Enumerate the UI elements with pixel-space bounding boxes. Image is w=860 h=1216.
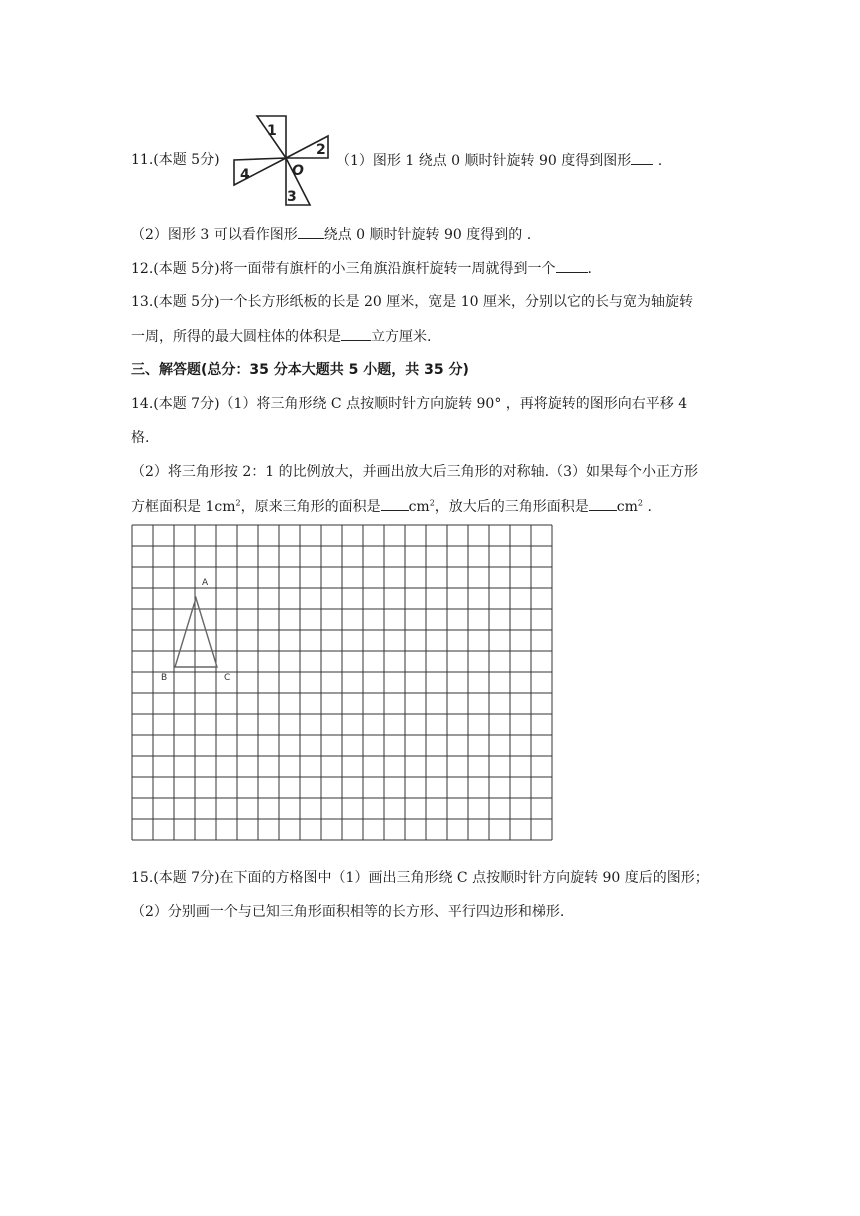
- vertex-label-b: B: [161, 673, 168, 683]
- q12: [131, 258, 592, 279]
- q13-line1: [131, 292, 693, 312]
- q14-line2: [131, 428, 149, 448]
- pinwheel-label-3: 3: [287, 189, 297, 205]
- q13-line2: [131, 326, 431, 347]
- q15-line1: [131, 868, 709, 888]
- q14-text-4b: ，原来三角形的面积是: [240, 499, 381, 515]
- pinwheel-label-o: O: [292, 163, 304, 179]
- q11-part2: [131, 224, 531, 245]
- section-heading-text: 三、解答题(总分：35 分本大题共 5 小题，共 35 分): [131, 362, 469, 378]
- pinwheel-label-4: 4: [240, 167, 250, 183]
- q14-text-2: 格.: [131, 430, 150, 446]
- q11-label: 11.(本题 5分): [131, 152, 220, 168]
- q15-text-2: （2）分别画一个与已知三角形面积相等的长方形、平行四边形和梯形.: [131, 904, 565, 920]
- section-heading: [131, 360, 469, 380]
- q14-line1: [131, 394, 687, 414]
- q13-text-2: 一周，所得的最大圆柱体的体积是: [131, 329, 341, 345]
- triangle-abc: [175, 598, 217, 667]
- q13-text-1: 13.(本题 5分)一个长方形纸板的长是 20 厘米，宽是 10 厘米，分别以它的长与宽为轴旋转: [131, 294, 693, 310]
- answer-blank[interactable]: [589, 496, 617, 511]
- q14-unit-1: cm: [408, 499, 430, 515]
- q14-line4: [131, 496, 652, 517]
- q12-end: .: [587, 261, 592, 277]
- q14-text-4a: 方框面积是 1cm: [131, 499, 236, 515]
- q14-line3: [131, 462, 698, 482]
- q13-end: 立方厘米.: [371, 329, 432, 345]
- q11-part1-end: .: [657, 153, 663, 169]
- answer-blank[interactable]: [341, 326, 371, 341]
- q15-text-1: 15.(本题 7分)在下面的方格图中（1）画出三角形绕 C 点按顺时针方向旋转 90 度后的图形；: [131, 870, 709, 886]
- superscript: 2: [637, 498, 644, 508]
- superscript: 2: [429, 498, 435, 508]
- q11-line1: [131, 150, 220, 170]
- answer-blank[interactable]: [298, 224, 324, 239]
- square-grid: [131, 524, 553, 858]
- superscript: 2: [235, 498, 241, 508]
- pinwheel-label-1: 1: [267, 123, 277, 139]
- q14-text-4d: ，放大后的三角形面积是: [434, 499, 589, 515]
- q14-unit-2: cm: [616, 499, 638, 515]
- q12-text: 12.(本题 5分)将一面带有旗杆的小三角旗沿旗杆旋转一周就得到一个: [131, 261, 556, 277]
- grid-lines: [132, 525, 552, 840]
- vertex-label-a: A: [202, 578, 209, 588]
- q11-part2-text: （2）图形 3 可以看作图形: [131, 227, 298, 243]
- q14-text-3: （2）将三角形按 2：1 的比例放大，并画出放大后三角形的对称轴.（3）如果每个小正方形: [131, 464, 698, 480]
- q11-part1-text: （1）图形 1 绕点 0 顺时针旋转 90 度得到图形: [336, 153, 632, 169]
- q15-line2: [131, 902, 564, 922]
- q14-text-1: 14.(本题 7分)（1）将三角形绕 C 点按顺时针方向旋转 90° ，再将旋转的图形向右平移 4: [131, 396, 688, 412]
- q14-text-4f: .: [643, 499, 652, 515]
- pinwheel-label-2: 2: [316, 142, 326, 158]
- vertex-label-c: C: [224, 673, 231, 683]
- answer-blank[interactable]: [381, 496, 409, 511]
- answer-blank[interactable]: [631, 150, 653, 165]
- answer-blank[interactable]: [556, 258, 588, 273]
- q11-part1: [336, 150, 662, 171]
- q11-part2-end: 绕点 0 顺时针旋转 90 度得到的 .: [323, 227, 532, 243]
- pinwheel-figure: [230, 108, 330, 208]
